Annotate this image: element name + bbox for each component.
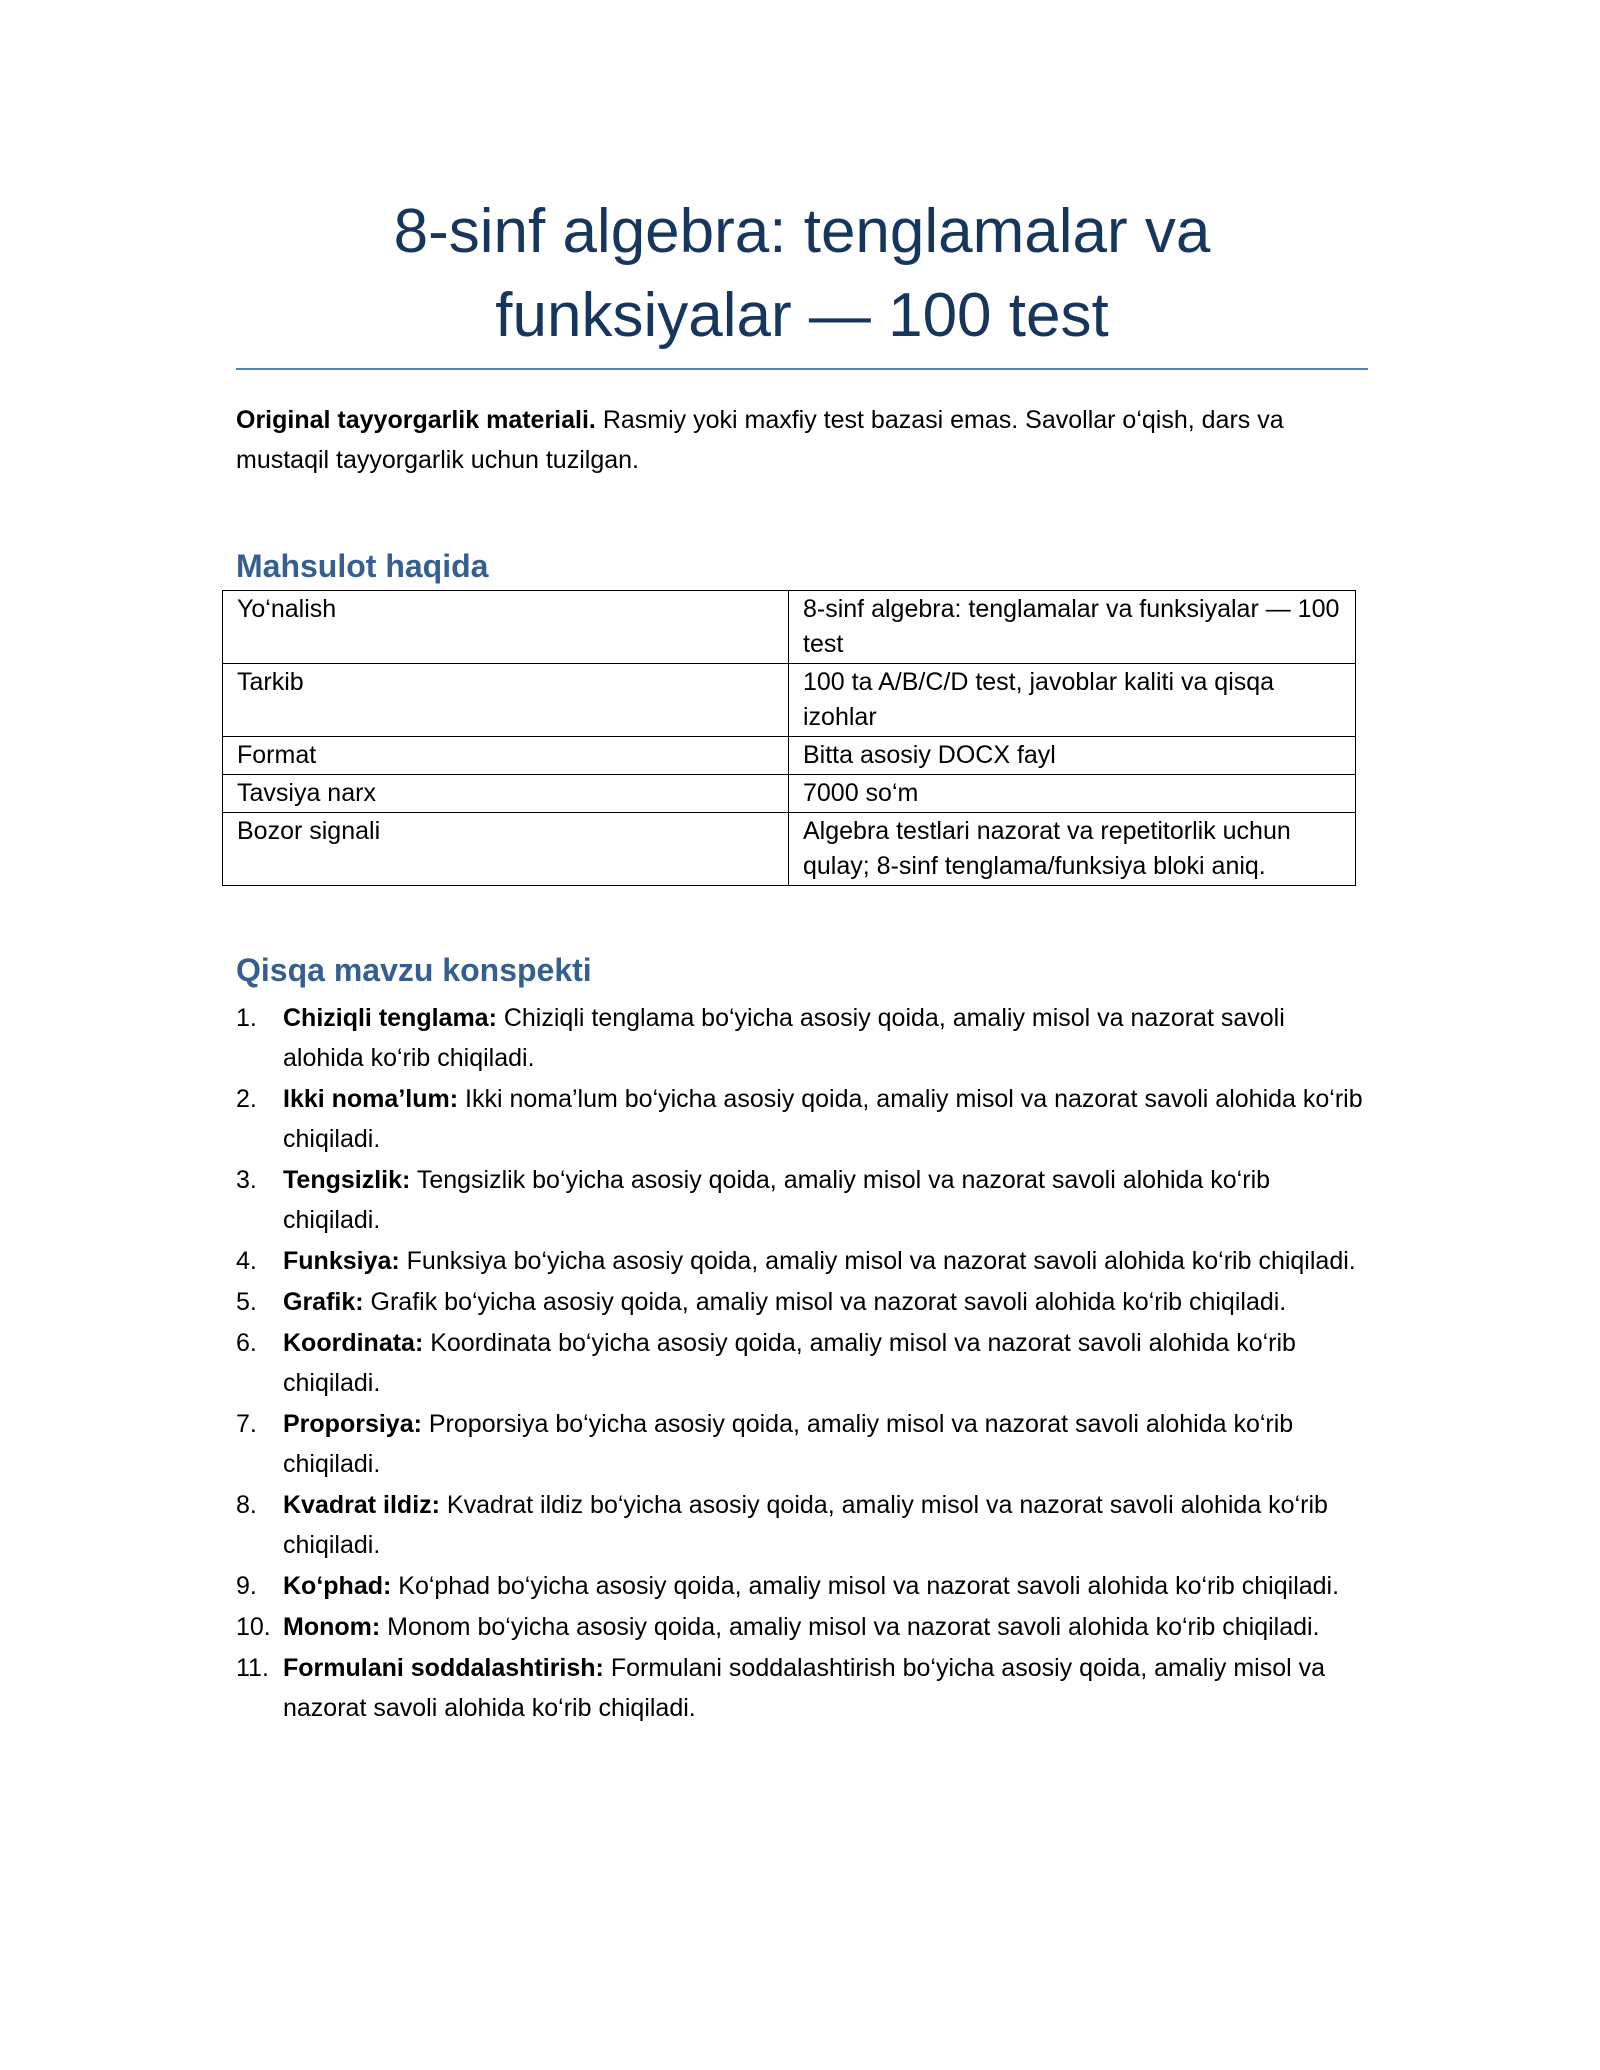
row-value: 100 ta A/B/C/D test, javoblar kaliti va qisqa izohlar <box>789 664 1356 737</box>
item-text: Tengsizlik bo‘yicha asosiy qoida, amaliy misol va nazorat savoli alohida ko‘rib chiqiladi. <box>283 1166 1271 1234</box>
topics-list <box>236 998 1368 1728</box>
list-item <box>236 1282 1368 1322</box>
item-number: 11. <box>236 1654 269 1682</box>
item-text: Ko‘phad bo‘yicha asosiy qoida, amaliy misol va nazorat savoli alohida ko‘rib chiqiladi. <box>391 1572 1340 1600</box>
item-term: Monom: <box>283 1613 381 1641</box>
item-term: Proporsiya: <box>283 1410 422 1438</box>
item-number: 3. <box>236 1166 257 1194</box>
list-item <box>236 1607 1368 1647</box>
table-row <box>223 737 1356 775</box>
row-value: Bitta asosiy DOCX fayl <box>789 737 1356 775</box>
item-number: 6. <box>236 1329 257 1357</box>
list-item <box>236 1485 1368 1565</box>
item-term: Koordinata: <box>283 1329 424 1357</box>
item-text: Chiziqli tenglama bo‘yicha asosiy qoida, amaliy misol va nazorat savoli alohida ko‘rib chiqiladi. <box>283 1004 1285 1072</box>
table-row <box>223 813 1356 886</box>
item-term: Funksiya: <box>283 1247 400 1275</box>
list-item <box>236 1648 1368 1728</box>
list-item <box>236 998 1368 1078</box>
list-item <box>236 1160 1368 1240</box>
intro-text: Rasmiy yoki maxfiy test bazasi emas. Savollar o‘qish, dars va mustaqil tayyorgarlik uchun tuzilgan. <box>236 406 1284 474</box>
item-number: 2. <box>236 1085 257 1113</box>
item-term: Ko‘phad: <box>283 1572 392 1600</box>
list-item <box>236 1566 1368 1606</box>
item-term: Kvadrat ildiz: <box>283 1491 440 1519</box>
list-item <box>236 1404 1368 1484</box>
intro-bold: Original tayyorgarlik materiali. <box>236 406 596 434</box>
title-divider <box>236 368 1368 370</box>
product-heading: Mahsulot haqida <box>236 548 489 584</box>
product-table <box>222 590 1356 886</box>
table-row <box>223 775 1356 813</box>
row-key: Tavsiya narx <box>223 775 789 813</box>
item-number: 9. <box>236 1572 257 1600</box>
list-item <box>236 1323 1368 1403</box>
row-value: 7000 so‘m <box>789 775 1356 813</box>
topics-heading: Qisqa mavzu konspekti <box>236 952 592 988</box>
item-number: 4. <box>236 1247 257 1275</box>
table-row <box>223 664 1356 737</box>
intro-paragraph <box>236 400 1368 480</box>
item-text: Formulani soddalashtirish bo‘yicha asosiy qoida, amaliy misol va nazorat savoli alohida ko‘rib chiqiladi. <box>283 1654 1326 1722</box>
item-number: 5. <box>236 1288 257 1316</box>
row-key: Bozor signali <box>223 813 789 886</box>
item-text: Funksiya bo‘yicha asosiy qoida, amaliy misol va nazorat savoli alohida ko‘rib chiqiladi. <box>399 1247 1356 1275</box>
item-text: Ikki noma’lum bo‘yicha asosiy qoida, amaliy misol va nazorat savoli alohida ko‘rib chiqiladi. <box>283 1085 1363 1153</box>
item-text: Proporsiya bo‘yicha asosiy qoida, amaliy misol va nazorat savoli alohida ko‘rib chiqiladi. <box>283 1410 1294 1478</box>
item-number: 10. <box>236 1613 271 1641</box>
item-term: Formulani soddalashtirish: <box>283 1654 604 1682</box>
item-text: Grafik bo‘yicha asosiy qoida, amaliy misol va nazorat savoli alohida ko‘rib chiqiladi. <box>363 1288 1287 1316</box>
row-value: Algebra testlari nazorat va repetitorlik uchun qulay; 8-sinf tenglama/funksiya bloki aniq. <box>789 813 1356 886</box>
row-key: Yo‘nalish <box>223 591 789 664</box>
item-term: Chiziqli tenglama: <box>283 1004 497 1032</box>
table-row <box>223 591 1356 664</box>
item-text: Kvadrat ildiz bo‘yicha asosiy qoida, amaliy misol va nazorat savoli alohida ko‘rib chiqiladi. <box>283 1491 1328 1559</box>
item-term: Ikki noma’lum: <box>283 1085 459 1113</box>
item-term: Tengsizlik: <box>283 1166 411 1194</box>
list-item <box>236 1079 1368 1159</box>
item-text: Koordinata bo‘yicha asosiy qoida, amaliy misol va nazorat savoli alohida ko‘rib chiqiladi. <box>283 1329 1296 1397</box>
document-page <box>236 190 1368 1729</box>
item-number: 7. <box>236 1410 257 1438</box>
row-key: Tarkib <box>223 664 789 737</box>
row-key: Format <box>223 737 789 775</box>
document-title: 8-sinf algebra: tenglamalar va funksiyalar — 100 test <box>393 197 1211 350</box>
item-number: 1. <box>236 1004 257 1032</box>
row-value: 8-sinf algebra: tenglamalar va funksiyalar — 100 test <box>789 591 1356 664</box>
item-number: 8. <box>236 1491 257 1519</box>
item-term: Grafik: <box>283 1288 364 1316</box>
item-text: Monom bo‘yicha asosiy qoida, amaliy misol va nazorat savoli alohida ko‘rib chiqiladi. <box>380 1613 1320 1641</box>
list-item <box>236 1241 1368 1281</box>
